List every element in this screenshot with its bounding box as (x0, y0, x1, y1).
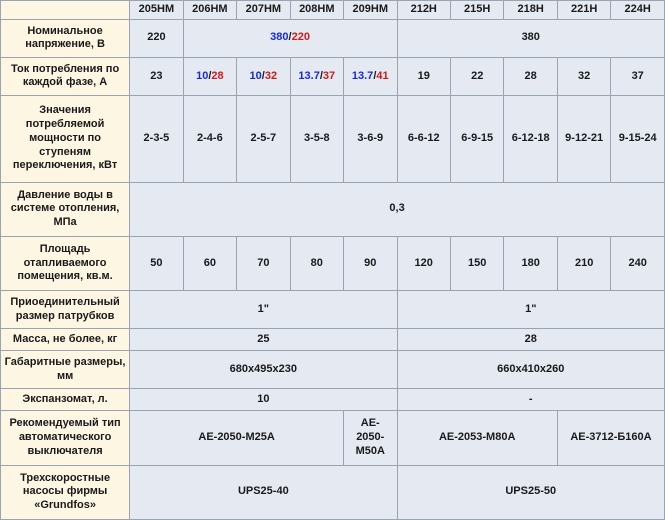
row-label: Давление воды в системе отопления, МПа (1, 182, 130, 236)
table-body (1, 19, 665, 519)
table-row (1, 19, 665, 57)
row-label: Площадь отапливаемого помещения, кв.м. (1, 236, 130, 290)
data-cell: 2-5-7 (237, 96, 290, 183)
row-label: Номинальное напряжение, В (1, 19, 130, 57)
value-part: 37 (322, 69, 336, 82)
table-row (1, 291, 665, 329)
data-cell: 120 (397, 236, 450, 290)
value-part: 32 (264, 69, 278, 82)
column-header-205hm: 205HM (130, 1, 183, 20)
data-cell (344, 57, 397, 95)
table-row (1, 57, 665, 95)
data-cell: AE-2053-M80A (397, 411, 557, 465)
data-cell: 9-15-24 (611, 96, 665, 183)
column-header-221h: 221H (557, 1, 610, 20)
data-cell: UPS25-40 (130, 465, 397, 519)
row-label: Приоединительный размер патрубков (1, 291, 130, 329)
table-header-row (1, 1, 665, 20)
value-part: / (261, 69, 265, 82)
value-part: 10 (249, 69, 262, 82)
data-cell: 6-12-18 (504, 96, 557, 183)
data-cell (183, 57, 236, 95)
data-cell: AE-2050-M25A (130, 411, 344, 465)
data-cell: 6-6-12 (397, 96, 450, 183)
data-cell: 3-5-8 (290, 96, 343, 183)
data-cell: 70 (237, 236, 290, 290)
value-part: / (373, 69, 377, 82)
data-cell: 2-3-5 (130, 96, 183, 183)
column-header-208hm: 208HM (290, 1, 343, 20)
data-cell: 1" (397, 291, 665, 329)
data-cell: 23 (130, 57, 183, 95)
table-row (1, 389, 665, 411)
data-cell (237, 57, 290, 95)
data-cell: 380 (397, 19, 665, 57)
table-row (1, 96, 665, 183)
data-cell: 240 (611, 236, 665, 290)
data-cell: 60 (183, 236, 236, 290)
data-cell: 180 (504, 236, 557, 290)
column-header-212h: 212H (397, 1, 450, 20)
data-cell: 1" (130, 291, 397, 329)
data-cell: AE-2050-M50A (344, 411, 397, 465)
data-cell: 210 (557, 236, 610, 290)
value-part: / (319, 69, 323, 82)
data-cell: 28 (397, 329, 665, 351)
data-cell: AE-3712-Б160A (557, 411, 664, 465)
table-row (1, 351, 665, 389)
value-part: 220 (291, 31, 310, 44)
column-header-206hm: 206HM (183, 1, 236, 20)
data-cell: UPS25-50 (397, 465, 665, 519)
data-cell (183, 19, 397, 57)
table-row (1, 182, 665, 236)
value-part: / (208, 69, 212, 82)
row-label: Рекомендуемый тип автоматического выключателя (1, 411, 130, 465)
column-header-215h: 215H (450, 1, 503, 20)
row-label: Ток потребления по каждой фазе, А (1, 57, 130, 95)
table-row (1, 411, 665, 465)
value-part: / (288, 31, 292, 44)
data-cell: 28 (504, 57, 557, 95)
value-part: 13.7 (351, 69, 374, 82)
row-label: Трехскоростные насосы фирмы «Grundfos» (1, 465, 130, 519)
data-cell: 50 (130, 236, 183, 290)
data-cell: 90 (344, 236, 397, 290)
data-cell: 19 (397, 57, 450, 95)
data-cell: 220 (130, 19, 183, 57)
data-cell: - (397, 389, 665, 411)
data-cell (290, 57, 343, 95)
value-part: 380 (270, 31, 289, 44)
row-label: Масса, не более, кг (1, 329, 130, 351)
data-cell: 3-6-9 (344, 96, 397, 183)
column-header-207hm: 207HM (237, 1, 290, 20)
data-cell: 6-9-15 (450, 96, 503, 183)
row-label: Габаритные размеры, мм (1, 351, 130, 389)
row-label: Значения потребляемой мощности по ступеням переключения, кВт (1, 96, 130, 183)
data-cell: 37 (611, 57, 665, 95)
column-header-224h: 224H (611, 1, 665, 20)
value-part: 10 (196, 69, 209, 82)
table-corner-cell (1, 1, 130, 20)
data-cell: 10 (130, 389, 397, 411)
data-cell: 150 (450, 236, 503, 290)
data-cell: 22 (450, 57, 503, 95)
data-cell: 32 (557, 57, 610, 95)
data-cell: 2-4-6 (183, 96, 236, 183)
data-cell: 680x495x230 (130, 351, 397, 389)
data-cell: 0,3 (130, 182, 665, 236)
table-row (1, 329, 665, 351)
value-part: 41 (376, 69, 389, 82)
column-header-209hm: 209HM (344, 1, 397, 20)
value-part: 13.7 (298, 69, 320, 82)
table-row (1, 236, 665, 290)
data-cell: 660x410x260 (397, 351, 665, 389)
table-row (1, 465, 665, 519)
value-part: 28 (211, 69, 224, 82)
data-cell: 9-12-21 (557, 96, 610, 183)
row-label: Экспанзомат, л. (1, 389, 130, 411)
data-cell: 25 (130, 329, 397, 351)
column-header-218h: 218H (504, 1, 557, 20)
data-cell: 80 (290, 236, 343, 290)
